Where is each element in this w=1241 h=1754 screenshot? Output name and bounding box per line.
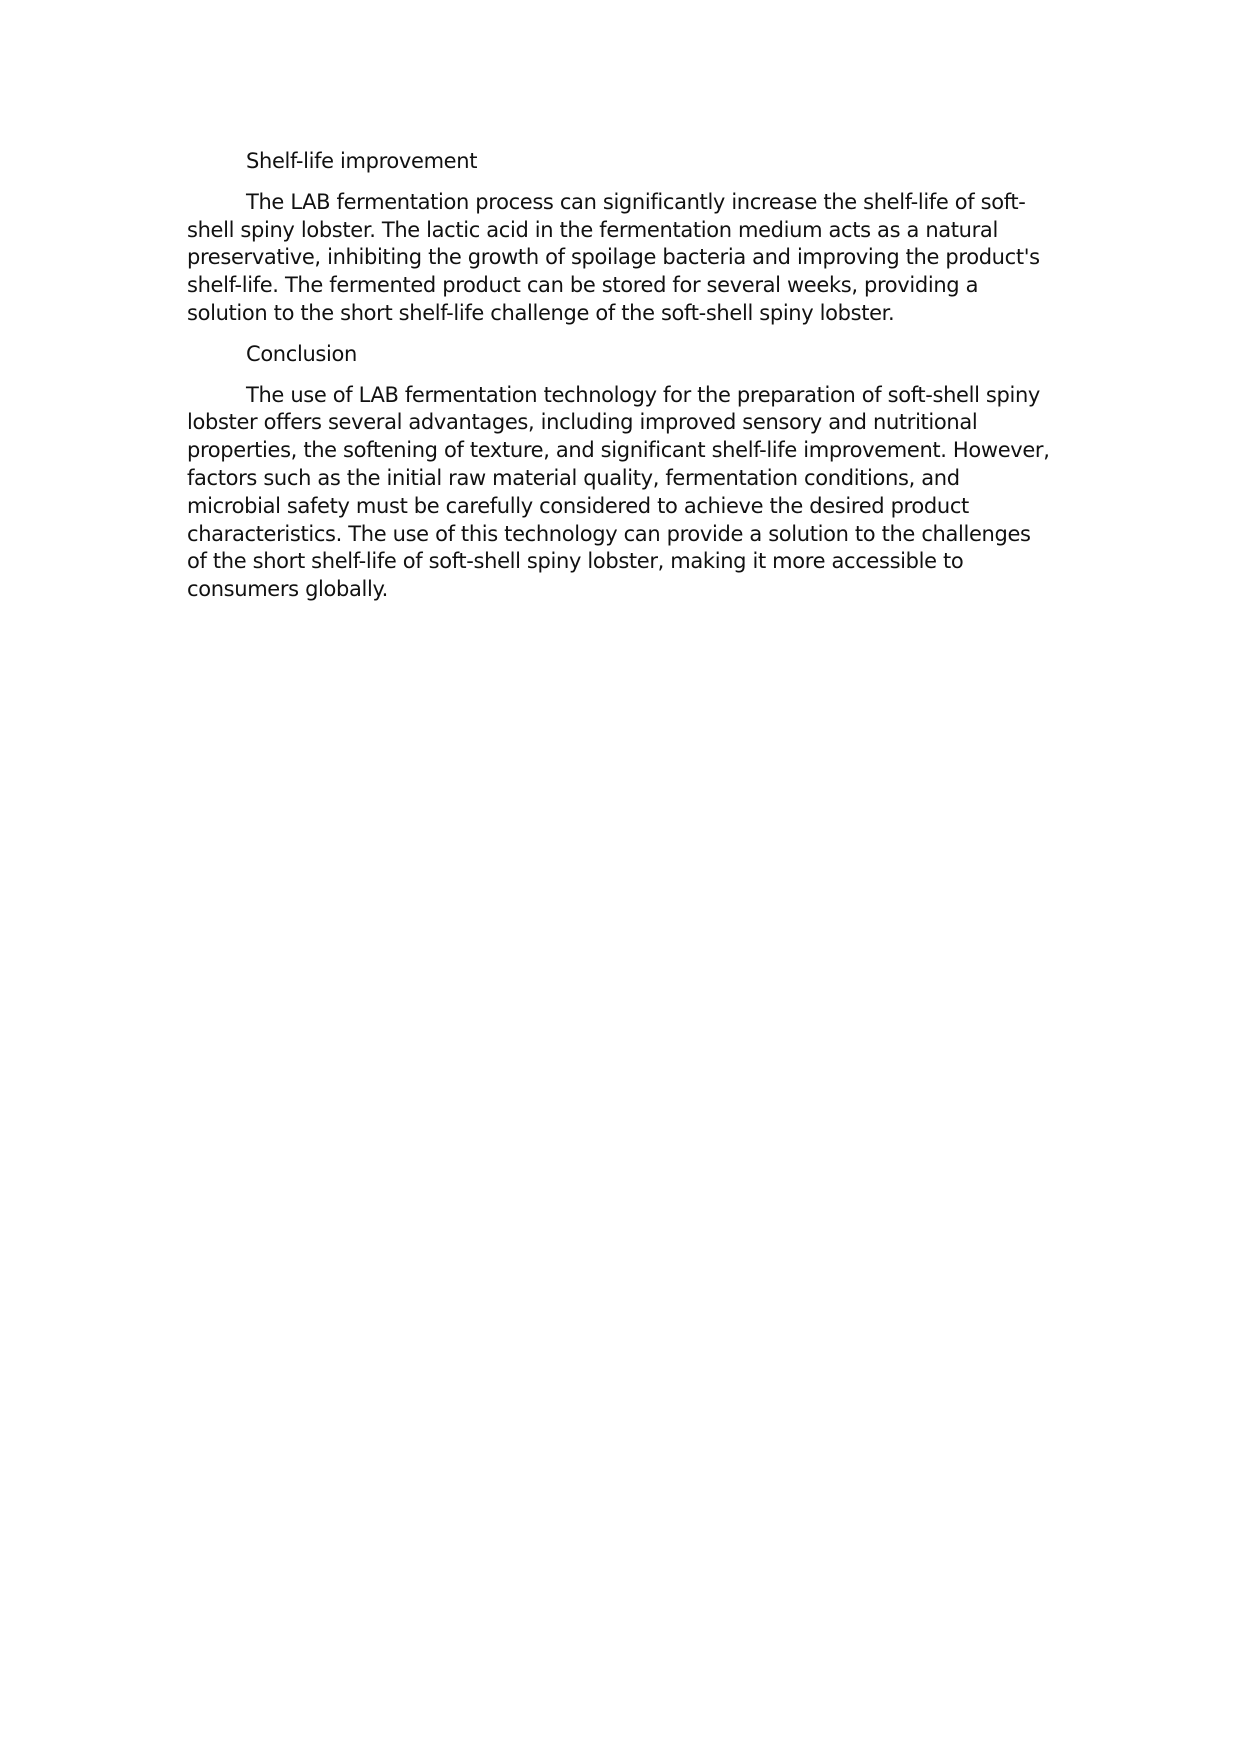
section-paragraph-shelf-life: The LAB fermentation process can significantly increase the shelf-life of soft-shell spiny lobster. The lactic acid in the fermentation medium acts as a natural preservative, inhibiting the growth of spoilage bacteria and improving the product's shelf-life. The fermented product can be stored for several weeks, providing a solution to the short shelf-life challenge of the soft-shell spiny lobster. xyxy=(187,189,1040,325)
section-heading-shelf-life: Shelf-life improvement xyxy=(246,149,478,173)
section-heading-conclusion: Conclusion xyxy=(246,341,357,366)
section-paragraph-conclusion: The use of LAB fermentation technology for the preparation of soft-shell spiny lobster offers several advantages, including improved sensory and nutritional properties, the softening of texture, and significant shelf-life improvement. However, factors such as the initial raw material quality, fermentation conditions, and microbial safety must be carefully considered to achieve the desired product characteristics. The use of this technology can provide a solution to the challenges of the short shelf-life of soft-shell spiny lobster, making it more accessible to consumers globally. xyxy=(187,382,1050,602)
document-body xyxy=(187,148,1055,617)
